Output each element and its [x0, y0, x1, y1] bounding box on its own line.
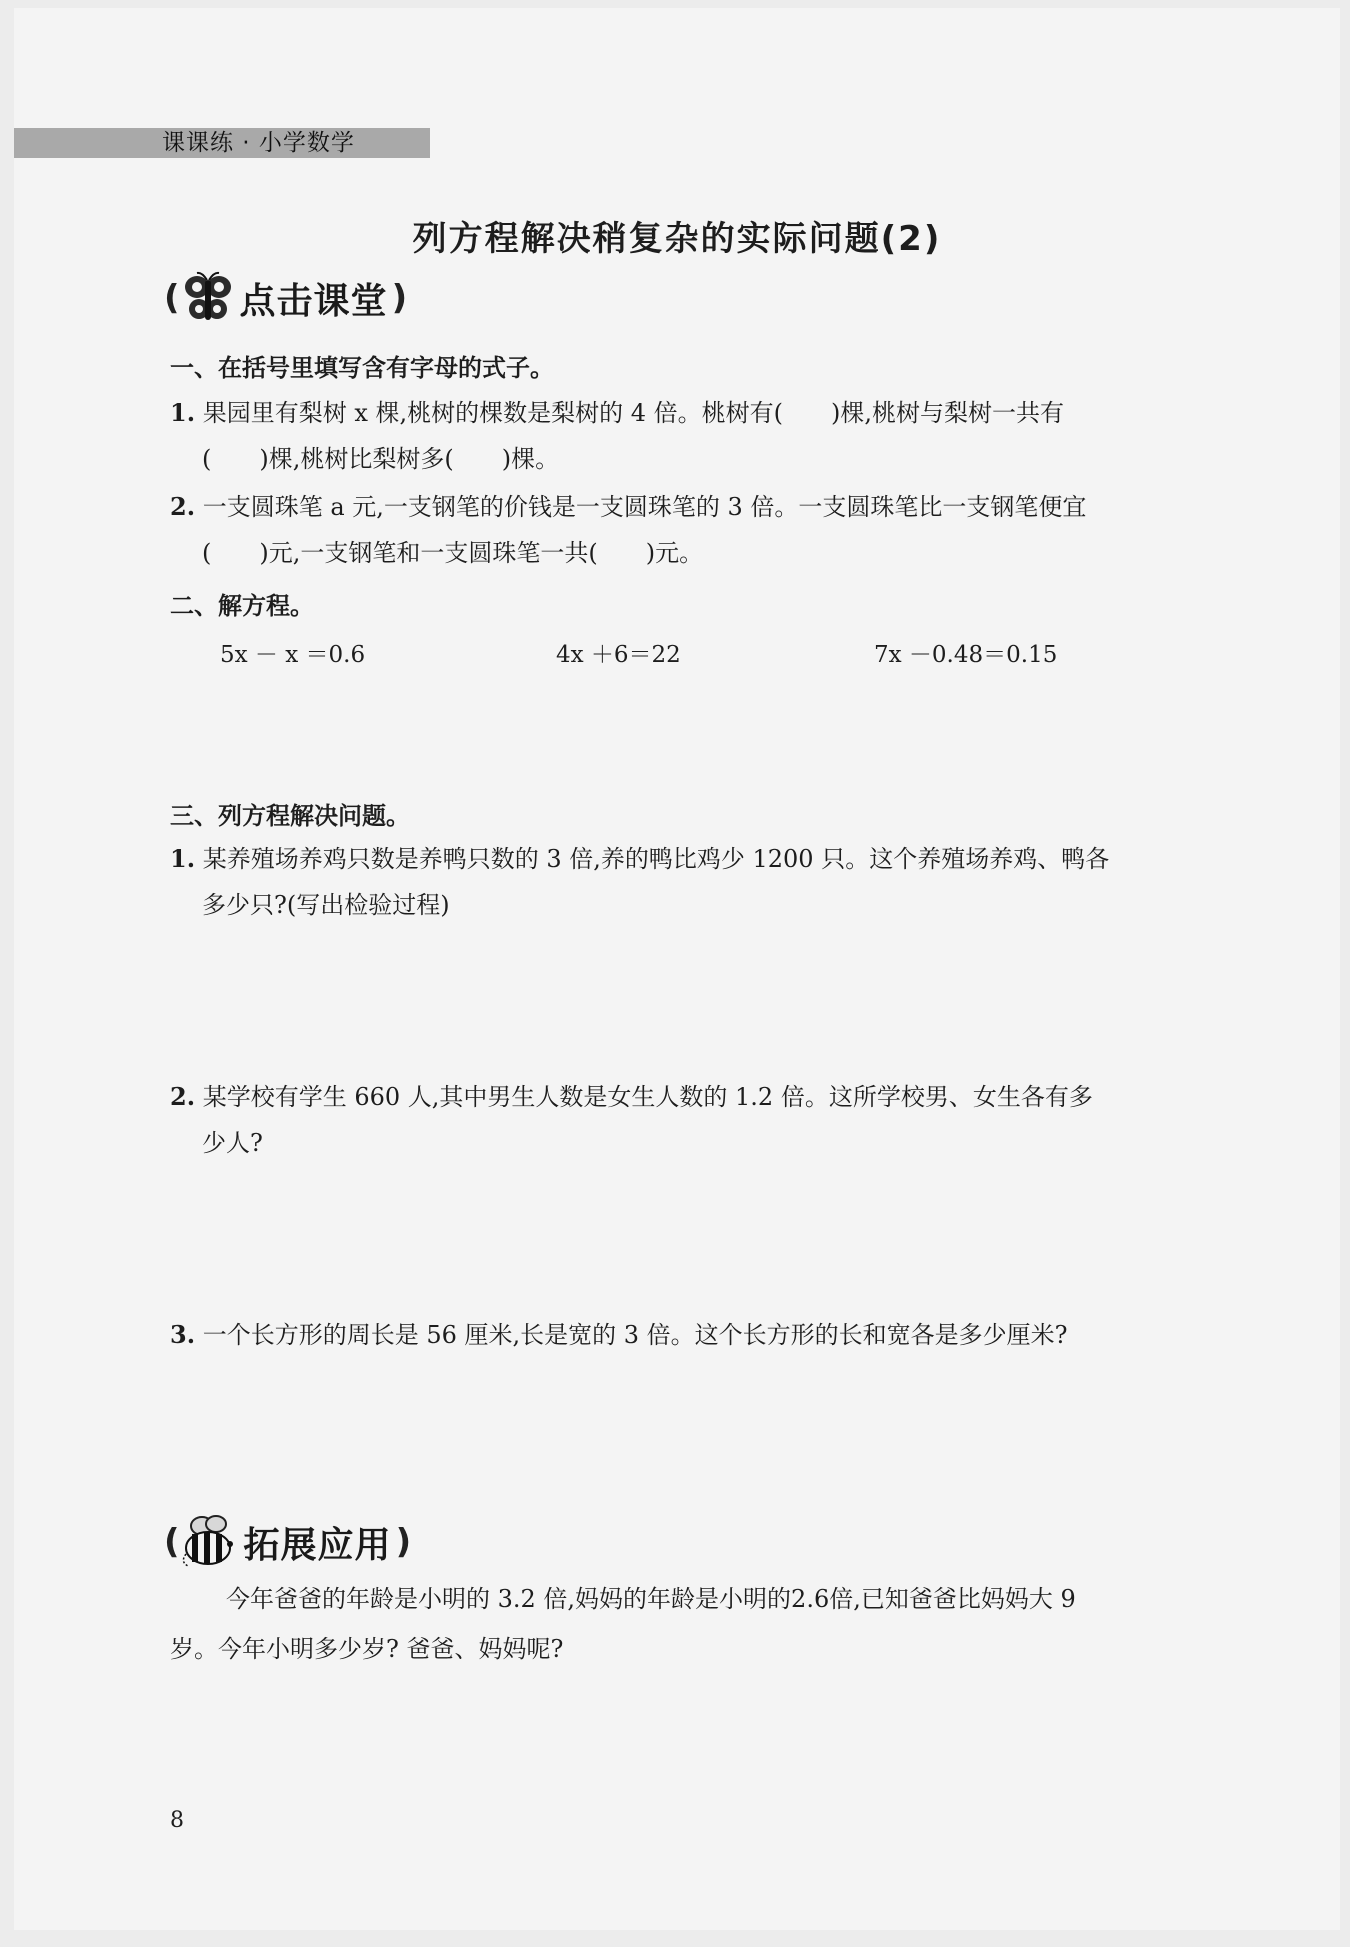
equation-3: 7x －0.48＝0.15	[874, 642, 1058, 668]
question-number: 3.	[170, 1320, 196, 1349]
part3-heading: 三、列方程解决问题。	[170, 802, 410, 830]
bee-icon	[180, 1514, 240, 1570]
question-number: 1.	[170, 844, 196, 873]
q1-line2: ( )棵,桃树比梨树多( )棵。	[202, 445, 560, 473]
p3-q3-line1	[170, 1318, 1068, 1352]
right-bracket-icon: )	[391, 278, 408, 318]
p3-q2-line2: 少人?	[202, 1129, 263, 1157]
right-bracket-icon: )	[395, 1522, 412, 1562]
question-number: 1.	[170, 398, 196, 427]
left-bracket-icon: (	[164, 1522, 180, 1562]
question-text: 某学校有学生 660 人,其中男生人数是女生人数的 1.2 倍。这所学校男、女生各有多	[202, 1083, 1093, 1111]
p3-q2-line1	[170, 1080, 1093, 1114]
section-title-classroom: 点击课堂	[239, 280, 388, 322]
page-title: 列方程解决稍复杂的实际问题(2)	[412, 219, 942, 259]
extension-line1: 今年爸爸的年龄是小明的 3.2 倍,妈妈的年龄是小明的2.6倍,已知爸爸比妈妈大 9	[226, 1585, 1076, 1613]
q2-line1	[170, 490, 1086, 524]
equation-1: 5x － x ＝0.6	[220, 642, 366, 668]
p3-q1-line2: 多少只?(写出检验过程)	[202, 891, 450, 919]
q2-line2: ( )元,一支钢笔和一支圆珠笔一共( )元。	[202, 539, 704, 567]
extension-line2: 岁。今年小明多少岁? 爸爸、妈妈呢?	[170, 1635, 564, 1663]
section-badge-extension	[164, 1514, 411, 1570]
left-bracket-icon: (	[164, 278, 180, 318]
question-text: 某养殖场养鸡只数是养鸭只数的 3 倍,养的鸭比鸡少 1200 只。这个养殖场养鸡、鸭各	[202, 845, 1110, 873]
q1-line1	[170, 396, 1064, 430]
butterfly-icon	[180, 270, 236, 326]
equation-2: 4x ＋6＝22	[556, 642, 681, 668]
worksheet-page	[14, 8, 1340, 1930]
question-number: 2.	[170, 1082, 196, 1111]
part2-heading: 二、解方程。	[170, 592, 314, 620]
header-banner-text: 课课练 · 小学数学	[162, 130, 355, 156]
question-number: 2.	[170, 492, 196, 521]
page-number: 8	[170, 1808, 184, 1833]
p3-q1-line1	[170, 842, 1109, 876]
question-text: 果园里有梨树 x 棵,桃树的棵数是梨树的 4 倍。桃树有( )棵,桃树与梨树一共有	[202, 399, 1065, 427]
question-text: 一支圆珠笔 a 元,一支钢笔的价钱是一支圆珠笔的 3 倍。一支圆珠笔比一支钢笔便宜	[202, 493, 1087, 521]
question-text: 一个长方形的周长是 56 厘米,长是宽的 3 倍。这个长方形的长和宽各是多少厘米?	[202, 1321, 1068, 1349]
part1-heading: 一、在括号里填写含有字母的式子。	[170, 354, 554, 382]
section-badge-classroom	[164, 270, 407, 326]
section-title-extension: 拓展应用	[243, 1524, 392, 1566]
